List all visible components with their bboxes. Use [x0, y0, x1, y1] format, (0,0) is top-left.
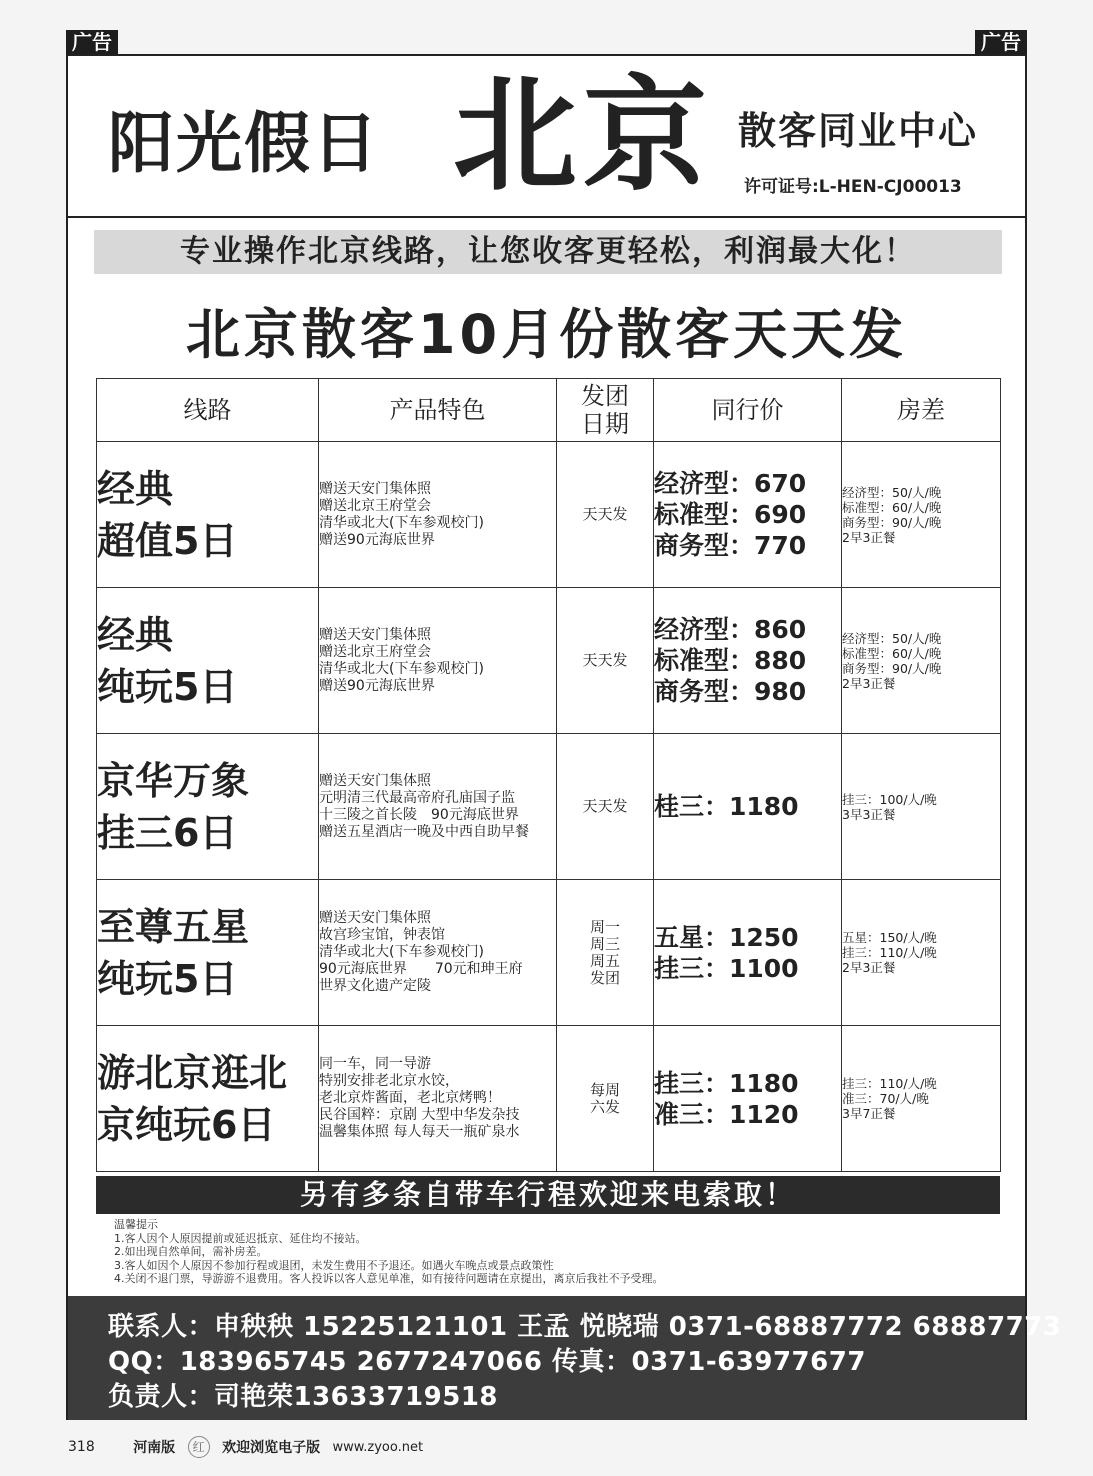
- room-diff-line: 3早7正餐: [842, 1106, 896, 1121]
- feature-line: 老北京炸酱面，老北京烤鸭！: [319, 1090, 501, 1106]
- header-date: [557, 379, 654, 442]
- date-cell: [557, 1026, 654, 1172]
- room-diff-cell: [842, 442, 1001, 588]
- feature-line: 赠送北京王府堂会: [319, 497, 431, 514]
- room-diff-line: 挂三：100/人/晚: [842, 791, 937, 807]
- tip-item-4: 4.关闭不退门票，导游游不退费用。客人投诉以客人意见单准，如有接待问题请在京提出，离京后我社不予受理。: [114, 1272, 664, 1285]
- table-row: [97, 734, 1001, 880]
- more-routes-bar: 另有多条自带车行程欢迎来电索取！: [96, 1176, 1000, 1214]
- room-diff-cell: [842, 734, 1001, 880]
- header-route: 线路: [97, 379, 319, 442]
- date-line: 天天发: [582, 505, 628, 523]
- route-name-cell: [97, 880, 319, 1026]
- table-header-row: [97, 379, 1001, 442]
- route-name-line2: 京纯玩6日: [97, 1102, 276, 1147]
- room-diff-line: 经济型：50/人/晚: [842, 484, 942, 500]
- route-name-line1: 经典: [97, 466, 174, 511]
- room-diff-line: 2早3正餐: [842, 675, 896, 691]
- price-line: 经济型：670: [654, 469, 807, 498]
- room-diff-line: 商务型：90/人/晚: [842, 514, 942, 530]
- price-line: 商务型：980: [654, 677, 807, 706]
- page-footer: [68, 1436, 423, 1458]
- brand-logo-text: 阳光假日: [108, 104, 380, 182]
- header-subtitle: 散客同业中心: [738, 109, 979, 153]
- price-line: 五星：1250: [654, 922, 799, 952]
- price-cell: [654, 588, 842, 734]
- welcome-text: 欢迎浏览电子版: [222, 1440, 321, 1456]
- room-diff-line: 准三：70/人/晚: [842, 1091, 929, 1106]
- room-diff-line: 2早3正餐: [842, 960, 896, 975]
- page-number: 318: [68, 1439, 95, 1455]
- tips-block: [114, 1218, 664, 1286]
- city-title: 北京: [453, 64, 714, 208]
- feature-line: 赠送天安门集体照: [319, 910, 431, 926]
- room-diff-line: 挂三：110/人/晚: [842, 945, 937, 960]
- price-line: 标准型：690: [654, 500, 807, 529]
- ad-tag-left: 广告: [66, 30, 118, 54]
- date-line: 周五: [589, 951, 620, 970]
- tips-title: 温馨提示: [114, 1218, 158, 1231]
- price-cell: [654, 880, 842, 1026]
- red-badge-icon: 红: [188, 1436, 210, 1458]
- header-room: 房差: [842, 379, 1001, 442]
- feature-line: 赠送北京王府堂会: [319, 643, 431, 660]
- room-diff-line: 标准型：60/人/晚: [842, 645, 942, 661]
- price-line: 商务型：770: [654, 531, 807, 560]
- feature-line: 同一车，同一导游: [319, 1056, 431, 1072]
- route-table-body: [97, 442, 1001, 1172]
- table-row: [97, 588, 1001, 734]
- price-line: 挂三：1180: [654, 1068, 799, 1098]
- feature-line: 赠送天安门集体照: [319, 480, 431, 497]
- route-name-cell: [97, 588, 319, 734]
- header-date-line1: 发团: [581, 382, 629, 410]
- date-cell: [557, 880, 654, 1026]
- price-line: 标准型：880: [654, 646, 807, 675]
- contact-persons: 联系人：申秧秧 15225121101 王孟 悦晓瑞 0371-68887772 68887773: [108, 1312, 1062, 1342]
- header-features: 产品特色: [319, 379, 557, 442]
- route-name-line1: 京华万象: [97, 758, 250, 803]
- date-line: 发团: [589, 968, 620, 987]
- header-date-line2: 日期: [581, 410, 629, 438]
- feature-line: 赠送五星酒店一晚及中西自助早餐: [319, 823, 529, 840]
- route-name-line1: 经典: [97, 612, 174, 657]
- price-cell: [654, 1026, 842, 1172]
- date-line: 六发: [589, 1097, 620, 1116]
- contact-block: [68, 1296, 1062, 1420]
- room-diff-line: 3早3正餐: [842, 806, 896, 822]
- tip-item-1: 1.客人因个人原因提前或延迟抵京、延住均不接站。: [114, 1231, 367, 1245]
- price-line: 经济型：860: [654, 615, 807, 644]
- feature-line: 世界文化遗产定陵: [319, 978, 431, 994]
- route-name-line1: 游北京逛北: [97, 1050, 288, 1095]
- date-line: 天天发: [582, 797, 628, 815]
- route-table: [96, 378, 1001, 1172]
- feature-line: 十三陵之首长陵 90元海底世界: [319, 806, 519, 823]
- feature-line: 清华或北大(下车参观校门): [319, 514, 484, 531]
- feature-line: 90元海底世界 70元和珅王府: [319, 961, 523, 977]
- site-link[interactable]: www.zyoo.net: [332, 1439, 424, 1455]
- date-cell: [557, 442, 654, 588]
- table-row: [97, 442, 1001, 588]
- price-line: 桂三：1180: [654, 792, 799, 821]
- features-cell: [319, 734, 557, 880]
- route-name-cell: [97, 734, 319, 880]
- feature-line: 温馨集体照 每人每天一瓶矿泉水: [319, 1124, 520, 1140]
- features-cell: [319, 442, 557, 588]
- route-name-cell: [97, 1026, 319, 1172]
- contact-qq-fax: QQ：183965745 2677247066 传真：0371-63977677: [108, 1347, 866, 1377]
- main-title: 北京散客10月份散客天天发: [185, 303, 908, 366]
- route-name-line2: 纯玩5日: [97, 664, 238, 709]
- route-name-line2: 纯玩5日: [97, 956, 238, 1001]
- feature-line: 清华或北大(下车参观校门): [319, 660, 484, 677]
- route-name-line2: 挂三6日: [97, 810, 238, 855]
- feature-line: 元明清三代最高帝府孔庙国子监: [319, 789, 515, 806]
- feature-line: 民谷国粹：京剧 大型中华发杂技: [319, 1107, 520, 1123]
- feature-line: 赠送90元海底世界: [319, 531, 435, 548]
- features-cell: [319, 588, 557, 734]
- contact-manager: 负责人：司艳荣13633719518: [108, 1382, 498, 1412]
- price-line: 准三：1120: [654, 1099, 799, 1129]
- feature-line: 赠送90元海底世界: [319, 677, 435, 694]
- room-diff-line: 经济型：50/人/晚: [842, 630, 942, 646]
- features-cell: [319, 1026, 557, 1172]
- feature-line: 赠送天安门集体照: [319, 626, 431, 643]
- price-line: 挂三：1100: [654, 953, 799, 983]
- date-cell: [557, 734, 654, 880]
- room-diff-line: 挂三：110/人/晚: [842, 1076, 937, 1091]
- price-cell: [654, 442, 842, 588]
- features-cell: [319, 880, 557, 1026]
- room-diff-cell: [842, 1026, 1001, 1172]
- room-diff-line: 五星：150/人/晚: [842, 930, 937, 945]
- route-name-line1: 至尊五星: [97, 904, 250, 949]
- feature-line: 故宫珍宝馆，钟表馆: [319, 927, 445, 943]
- room-diff-line: 2早3正餐: [842, 529, 896, 545]
- date-line: 天天发: [582, 651, 628, 669]
- date-line: 周一: [589, 917, 620, 936]
- date-line: 每周: [589, 1080, 620, 1099]
- room-diff-line: 标准型：60/人/晚: [842, 499, 942, 515]
- room-diff-cell: [842, 880, 1001, 1026]
- date-line: 周三: [589, 934, 620, 953]
- slogan-bar: 专业操作北京线路，让您收客更轻松，利润最大化！: [94, 230, 1002, 274]
- table-row: [97, 1026, 1001, 1172]
- tip-item-3: 3.客人如因个人原因不参加行程或退团，未发生费用不予退还。如遇火车晚点或景点政策性: [114, 1258, 554, 1272]
- route-name-line2: 超值5日: [97, 518, 238, 563]
- route-name-cell: [97, 442, 319, 588]
- feature-line: 特别安排老北京水饺，: [319, 1073, 459, 1089]
- table-row: [97, 880, 1001, 1026]
- ad-frame: [66, 54, 1062, 1420]
- license-number: 许可证号:L-HEN-CJ00013: [744, 177, 962, 197]
- tip-item-2: 2.如出现自然单间，需补房差。: [114, 1245, 268, 1258]
- header: [68, 56, 1025, 218]
- room-diff-cell: [842, 588, 1001, 734]
- feature-line: 清华或北大(下车参观校门): [319, 944, 484, 960]
- edition-label: 河南版: [133, 1440, 176, 1456]
- date-cell: [557, 588, 654, 734]
- header-price: 同行价: [654, 379, 842, 442]
- room-diff-line: 商务型：90/人/晚: [842, 660, 942, 676]
- feature-line: 赠送天安门集体照: [319, 772, 431, 789]
- price-cell: [654, 734, 842, 880]
- ad-tag-right: 广告: [975, 30, 1027, 54]
